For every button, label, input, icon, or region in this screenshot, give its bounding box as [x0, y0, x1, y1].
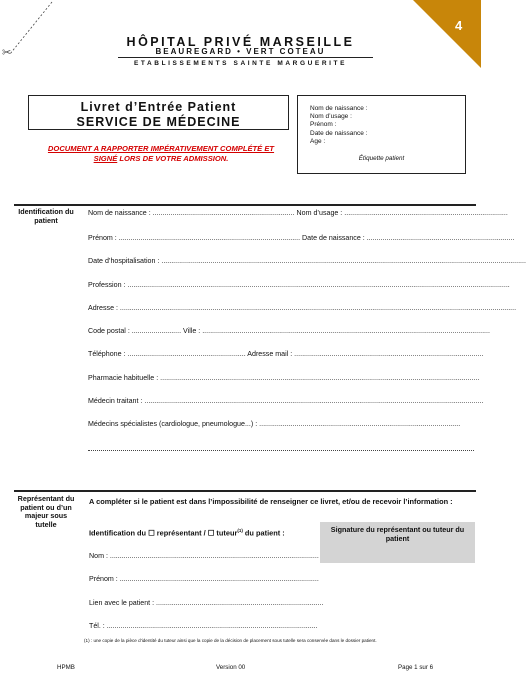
- warning-part1: DOCUMENT A RAPPORTER IMPÉRATIVEMENT COMPLÉTÉ ET: [47, 144, 275, 153]
- document-title-box: [28, 95, 289, 130]
- scissors-icon: ✂: [2, 47, 12, 59]
- patient-sticker-caption: Étiquette patient: [358, 155, 405, 162]
- label-field: Date de naissance :: [310, 130, 368, 137]
- patient-label-box: [297, 95, 466, 174]
- hospital-subtitle: BEAUREGARD • VERT COTEAU: [155, 47, 326, 56]
- postal-code-city-field[interactable]: Code postal : ......................... Ville : ..................................................................................................................................................: [88, 327, 490, 335]
- representative-intro: A compléter si le patient est dans l’impossibilité de renseigner ce livret, et/ou de recevoir l’information :: [89, 497, 453, 506]
- specialists-field[interactable]: Médecins spécialistes (cardiologue, pneumologue...) : ......................................................................................................: [88, 420, 461, 428]
- representative-phone-field[interactable]: Tél. : ...........................................................................................................: [89, 622, 318, 630]
- admission-warning: [30, 144, 292, 164]
- representative-section-label: Représentant du patient ou d’un majeur sous tutelle: [17, 494, 75, 529]
- phone-email-field[interactable]: Téléphone : ............................................................ Adresse mail : ................................................................................................: [88, 350, 484, 358]
- representative-identification: [89, 528, 285, 537]
- page-corner-tab: [413, 0, 481, 68]
- label-field: Age :: [310, 138, 326, 145]
- hospital-name: HÔPITAL PRIVÉ MARSEILLE: [126, 35, 355, 49]
- hospital-group: ETABLISSEMENTS SAINTE MARGUERITE: [133, 60, 348, 67]
- document-title: Livret d’Entrée Patient: [80, 100, 237, 114]
- pharmacy-field[interactable]: Pharmacie habituelle : ..................................................................................................................................................................: [88, 374, 480, 382]
- birth-name-field[interactable]: Nom de naissance : ........................................................................ Nom d’usage : ...................................................................................: [88, 209, 508, 217]
- section-divider: [14, 204, 476, 206]
- hospitalisation-date-field[interactable]: Date d’hospitalisation : .........................................................................................................................................................................................: [88, 257, 526, 265]
- representative-name-field[interactable]: Nom : ..........................................................................................................: [89, 552, 319, 560]
- page-number: 4: [455, 18, 463, 33]
- footer-code: HPMB: [57, 664, 75, 671]
- ident-footnote-ref: (1): [237, 528, 243, 533]
- general-practitioner-field[interactable]: Médecin traitant : ............................................................................................................................................................................: [88, 397, 484, 405]
- label-field: Prénom :: [310, 121, 337, 128]
- ident-prefix: Identification du ☐ représentant / ☐ tuteur: [89, 528, 238, 538]
- footnote: (1) : une copie de la pièce d’identité du tuteur ainsi que la copie de la décision de placement sous tutelle sera conservée dans le dossier patient.: [84, 638, 377, 643]
- representative-first-name-field[interactable]: Prénom : .....................................................................................................: [89, 575, 319, 583]
- address-field[interactable]: Adresse : .........................................................................................................................................................................................................: [88, 304, 517, 312]
- label-field: Nom d’usage :: [310, 113, 352, 120]
- section-divider: [14, 490, 476, 492]
- patient-section-label: Identification du patient: [18, 207, 74, 225]
- profession-field[interactable]: Profession : ..................................................................................................................................................................................................: [88, 281, 510, 289]
- signature-caption: Signature du représentant ou tuteur du patient: [330, 525, 465, 543]
- ident-suffix: du patient :: [242, 528, 285, 538]
- footer-page: Page 1 sur 6: [398, 664, 434, 671]
- footer-version: Version 00: [216, 664, 246, 671]
- blank-dotted-line[interactable]: [88, 450, 474, 451]
- service-title: SERVICE DE MÉDECINE: [76, 115, 241, 129]
- label-field: Nom de naissance :: [310, 105, 368, 112]
- first-name-field[interactable]: Prénom : ............................................................................................ Date de naissance : ...........................................................................: [88, 234, 515, 242]
- warning-part3: LORS DE VOTRE ADMISSION.: [117, 154, 229, 163]
- signature-box[interactable]: [320, 522, 475, 563]
- header-divider: [118, 57, 373, 58]
- warning-part2: SIGNÉ: [93, 154, 118, 163]
- relationship-field[interactable]: Lien avec le patient : .....................................................................................: [89, 599, 324, 607]
